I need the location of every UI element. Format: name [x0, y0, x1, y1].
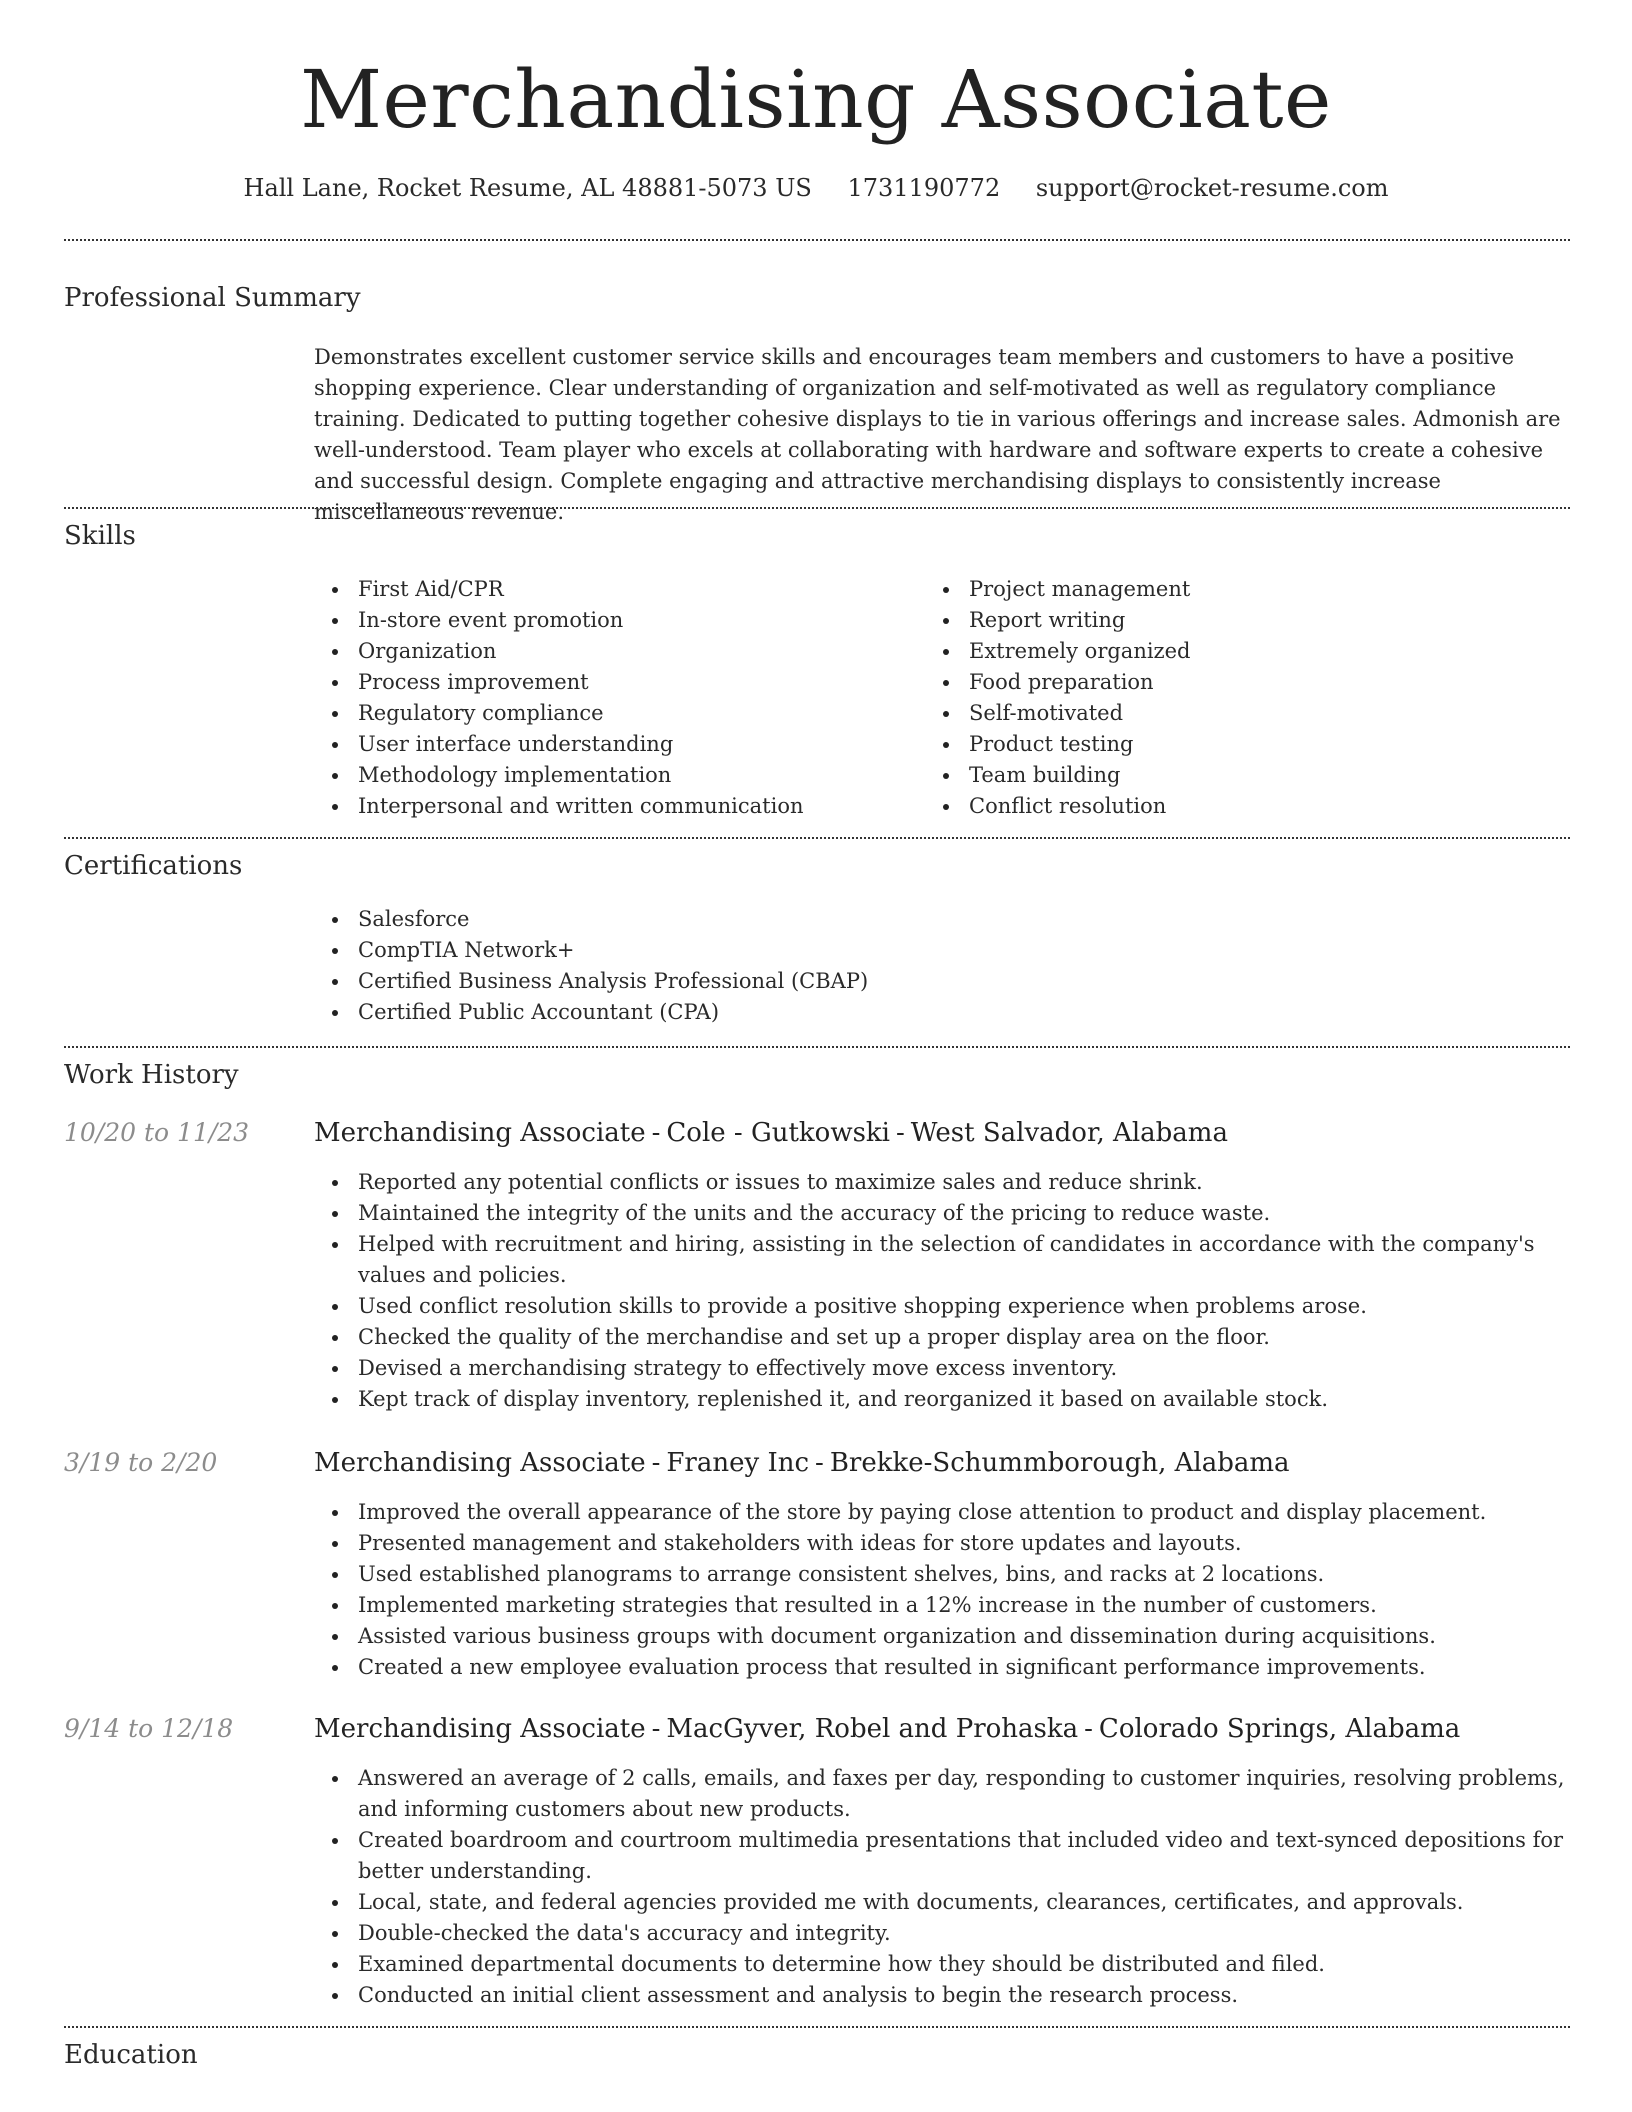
job-bullet: Reported any potential conflicts or issues to maximize sales and reduce shrink. — [314, 1167, 1570, 1198]
job-bullet: Used established planograms to arrange consistent shelves, bins, and racks at 2 locations. — [314, 1559, 1570, 1590]
job-separator: - — [651, 1448, 661, 1478]
job-location: Colorado Springs, Alabama — [1098, 1714, 1461, 1744]
skill-item: User interface understanding — [314, 729, 914, 760]
work-history-heading: Work History — [64, 1060, 239, 1090]
section-divider — [64, 2026, 1570, 2028]
skill-item: Organization — [314, 636, 914, 667]
job-bullet: Local, state, and federal agencies provided me with documents, clearances, certificates, and approvals. — [314, 1887, 1570, 1918]
skill-item: Methodology implementation — [314, 760, 914, 791]
contact-email: support@rocket-resume.com — [1035, 174, 1389, 202]
skill-item: Self-motivated — [925, 698, 1565, 729]
job-separator: - — [651, 1714, 661, 1744]
summary-text: Demonstrates excellent customer service skills and encourages team members and customers to have a positive shopping experience. Clear understanding of organization and self-motivated as well as regulatory compliance training. Dedicated to putting together cohesive displays to tie in various offerings and increase sales. Admonish are well-understood. Team player who excels at collaborating with hardware and software experts to create a cohesive and successful design. Complete engaging and attractive merchandising displays to consistently increase miscellaneous revenue. — [314, 345, 1561, 524]
job-bullets — [314, 1497, 1570, 1683]
job-bullet: Maintained the integrity of the units and the accuracy of the pricing to reduce waste. — [314, 1198, 1570, 1229]
job-bullet: Conducted an initial client assessment and analysis to begin the research process. — [314, 1980, 1570, 2011]
job-bullet: Created boardroom and courtroom multimedia presentations that included video and text-synced depositions for better understanding. — [314, 1825, 1570, 1887]
contact-line — [0, 168, 1632, 208]
job-title — [314, 1711, 1460, 1747]
candidate-name: Merchandising Associate — [300, 53, 1332, 146]
job-bullet: Implemented marketing strategies that resulted in a 12% increase in the number of customers. — [314, 1590, 1570, 1621]
skills-list-right — [925, 574, 1565, 822]
job-role: Merchandising Associate — [314, 1714, 646, 1744]
job-bullet: Created a new employee evaluation process that resulted in significant performance improvements. — [314, 1652, 1570, 1683]
section-divider — [64, 239, 1570, 241]
skill-item: Conflict resolution — [925, 791, 1565, 822]
skill-item: Project management — [925, 574, 1565, 605]
certifications-list — [314, 904, 1564, 1028]
certification-item: Salesforce — [314, 904, 1564, 935]
job-bullet: Answered an average of 2 calls, emails, and faxes per day, responding to customer inquiries, resolving problems, and informing customers about new products. — [314, 1763, 1570, 1825]
job-dates: 10/20 to 11/23 — [64, 1118, 250, 1147]
job-bullet: Examined departmental documents to determine how they should be distributed and filed. — [314, 1949, 1570, 1980]
job-location: West Salvador, Alabama — [910, 1118, 1228, 1148]
job-role: Merchandising Associate — [314, 1118, 646, 1148]
job-bullet: Helped with recruitment and hiring, assisting in the selection of candidates in accordance with the company's values and policies. — [314, 1229, 1570, 1291]
job-bullet: Checked the quality of the merchandise and set up a proper display area on the floor. — [314, 1322, 1570, 1353]
section-divider — [64, 837, 1570, 839]
section-divider — [64, 507, 1570, 509]
certifications-heading: Certifications — [64, 851, 243, 881]
education-heading: Education — [64, 2040, 198, 2070]
skill-item: Team building — [925, 760, 1565, 791]
job-separator: - — [651, 1118, 661, 1148]
skill-item: Process improvement — [314, 667, 914, 698]
summary-heading: Professional Summary — [64, 283, 361, 313]
job-separator: - — [896, 1118, 905, 1148]
skill-item: First Aid/CPR — [314, 574, 914, 605]
job-bullet: Improved the overall appearance of the store by paying close attention to product and display placement. — [314, 1497, 1570, 1528]
skills-heading: Skills — [64, 521, 136, 551]
job-separator: - — [815, 1448, 824, 1478]
skill-item: Report writing — [925, 605, 1565, 636]
job-company: Cole - Gutkowski — [666, 1118, 890, 1148]
skills-list-left — [314, 574, 914, 822]
job-dates: 9/14 to 12/18 — [64, 1714, 234, 1743]
skill-item: Interpersonal and written communication — [314, 791, 914, 822]
skill-item: Extremely organized — [925, 636, 1565, 667]
skill-item: Food preparation — [925, 667, 1565, 698]
job-title — [314, 1445, 1290, 1481]
skill-item: Product testing — [925, 729, 1565, 760]
job-bullet: Presented management and stakeholders with ideas for store updates and layouts. — [314, 1528, 1570, 1559]
job-location: Brekke-Schummborough, Alabama — [829, 1448, 1290, 1478]
contact-phone: 1731190772 — [847, 174, 1001, 202]
job-company: Franey Inc — [666, 1448, 810, 1478]
job-bullets — [314, 1167, 1570, 1415]
job-bullets — [314, 1763, 1570, 2011]
job-company: MacGyver, Robel and Prohaska — [666, 1714, 1079, 1744]
job-separator: - — [1084, 1714, 1093, 1744]
certification-item: Certified Business Analysis Professional (CBAP) — [314, 966, 1564, 997]
job-bullet: Devised a merchandising strategy to effectively move excess inventory. — [314, 1353, 1570, 1384]
job-dates: 3/19 to 2/20 — [64, 1448, 218, 1477]
contact-address: Hall Lane, Rocket Resume, AL 48881-5073 US — [243, 174, 812, 202]
certification-item: CompTIA Network+ — [314, 935, 1564, 966]
job-bullet: Assisted various business groups with document organization and dissemination during acquisitions. — [314, 1621, 1570, 1652]
job-bullet: Kept track of display inventory, replenished it, and reorganized it based on available stock. — [314, 1384, 1570, 1415]
job-title — [314, 1115, 1228, 1151]
section-divider — [64, 1046, 1570, 1048]
skill-item: In-store event promotion — [314, 605, 914, 636]
skill-item: Regulatory compliance — [314, 698, 914, 729]
certification-item: Certified Public Accountant (CPA) — [314, 997, 1564, 1028]
job-role: Merchandising Associate — [314, 1448, 646, 1478]
job-bullet: Used conflict resolution skills to provide a positive shopping experience when problems arose. — [314, 1291, 1570, 1322]
job-bullet: Double-checked the data's accuracy and integrity. — [314, 1918, 1570, 1949]
